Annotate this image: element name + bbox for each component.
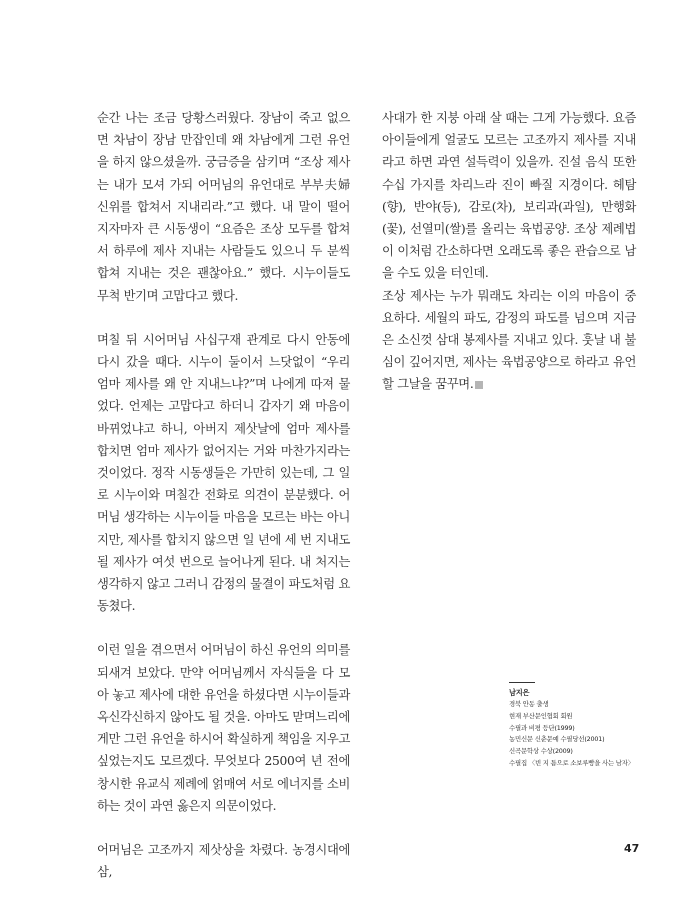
end-mark-icon (475, 381, 483, 389)
bio-line: 농민신문 신춘문예 수필당선(2001) (509, 735, 605, 744)
paragraph: 순간 나는 조금 당황스러웠다. 장남이 죽고 없으면 차남이 장남 만잡인데 왜 차남에게 그런 유언을 하지 않으셨을까. 궁금증을 삼키며 “조상 제사는 내가 모셔 가되 어머님의 유언대로 부부夫婦 신위를 합쳐서 지내리라.”고 했다. 내 말이 떨어지자마자 큰 시동생이 “요즘은 조상 모두를 합쳐서 하루에 제사 지내는 사람들도 있으니 두 분씩 합쳐 지내는 것은 괜찮아요.” 했다. 시누이들도 무척 반기며 고맙다고 했다. (97, 111, 350, 303)
left-text-column (97, 107, 350, 906)
paragraph: 사대가 한 지붕 아래 살 때는 그게 가능했다. 요즘 아이들에게 얼굴도 모르는 고조까지 제사를 지내라고 하면 과연 설득력이 있을까. 진설 음식 또한 수십 가지를 차리느라 진이 빠질 지경이다. 헤탐(향), 반야(등), 감로(차), 보리과(과일), 만행화(꽃), 선열미(쌀)를 올리는 육법공양. 조상 제례법이 이처럼 간소하다면 오래도록 좋은 관습으로 남을 수도 있을 터인데. (382, 111, 636, 281)
paragraph: 며칠 뒤 시어머님 사십구재 관계로 다시 안동에 다시 갔을 때다. 시누이 둘이서 느닷없이 “우리 엄마 제사를 왜 안 지내느냐?”며 나에게 따져 물었다. 언제는 고맙다고 하더니 갑자기 왜 마음이 바뀌었냐고 하니, 아버지 제삿날에 엄마 제사를 합치면 엄마 제사가 없어지는 거와 마찬가지라는 것이었다. 정작 시동생들은 가만히 있는데, 그 일로 시누이와 며칠간 전화로 의견이 분분했다. 어머님 생각하는 시누이들 마음을 모르는 바는 아니지만, 제사를 합치지 않으면 일 년에 세 번 지내도 될 제사가 여섯 번으로 늘어나게 된다. 내 처지는 생각하지 않고 그러니 감정의 물결이 파도처럼 요동쳤다. (97, 332, 350, 614)
bio-line: 신곡문학상 수상(2009) (509, 747, 573, 756)
bio-line: 현재 부산문인협회 회원 (509, 711, 573, 720)
divider (509, 682, 535, 683)
bio-line: 수필과 비평 등단(1999) (509, 723, 575, 732)
paragraph: 이런 일을 겪으면서 어머님이 하신 유언의 의미를 되새겨 보았다. 만약 어머님께서 자식들을 다 모아 놓고 제사에 대한 유언을 하셨다면 시누이들과 옥신각신하지 않아도 될 것을. 아마도 맏며느리에게만 그런 유언을 하시어 확실하게 책임을 지우고 싶었는지도 모르겠다. 무엇보다 2500여 년 전에 창시한 유교식 제례에 얽매여 서로 에너지를 소비하는 것이 과연 옳은지 의문이었다. (97, 643, 350, 813)
page-number: 47 (624, 842, 640, 855)
bio-line: 경북 안동 출생 (509, 700, 549, 708)
right-text-column (382, 107, 636, 396)
paragraph: 어머님은 고조까지 제삿상을 차렸다. 농경시대에 삼, (97, 843, 350, 880)
author-name: 남지은 (509, 688, 530, 697)
paragraph-text: 조상 제사는 누가 뭐래도 차리는 이의 마음이 중요하다. 세월의 파도, 감정의 파도를 넘으며 지금은 소신껏 삼대 봉제사를 지내고 있다. 훗날 내 불심이 깊어지면, 제사는 육법공양으로 하라고 유언할 그날을 꿈꾸며. (382, 288, 636, 392)
author-bio (509, 682, 659, 770)
bio-line: 수필집 〈빈 지 틈으로 소보루빵을 사는 남자〉 (509, 758, 634, 767)
paragraph (382, 285, 636, 396)
